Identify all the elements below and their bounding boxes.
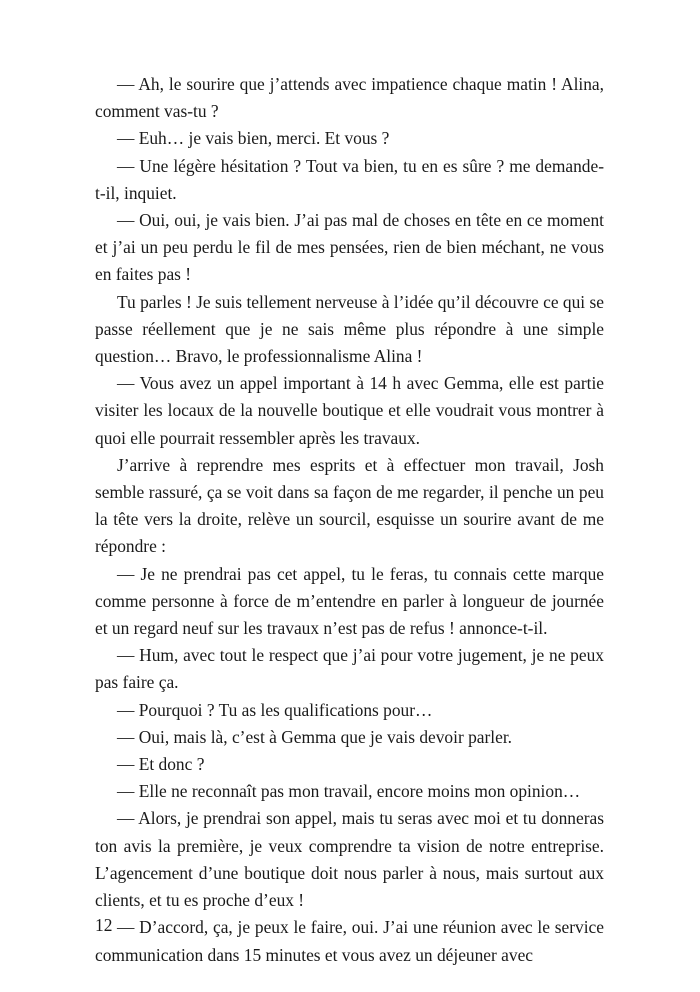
paragraph: — Elle ne reconnaît pas mon travail, encore moins mon opinion… bbox=[117, 781, 581, 802]
paragraph: Tu parles ! Je suis tellement nerveuse à l’idée qu’il découvre ce qui se passe réellement que je ne sais même plus répondre à une simple question… Bravo, le professionnalisme Alina ! bbox=[95, 291, 604, 367]
paragraph: — Hum, avec tout le respect que j’ai pour votre jugement, je ne peux pas faire ça. bbox=[95, 645, 604, 693]
paragraph: — Oui, oui, je vais bien. J’ai pas mal de choses en tête en ce moment et j’ai un peu perdu le fil de mes pensées, rien de bien méchant, ne vous en faites pas ! bbox=[95, 210, 604, 285]
paragraph: — Une légère hésitation ? Tout va bien, tu en es sûre ? me demande-t-il, inquiet. bbox=[95, 155, 604, 203]
paragraph: — Pourquoi ? Tu as les qualifications pour… bbox=[117, 699, 433, 720]
paragraph: — D’accord, ça, je peux le faire, oui. J’ai une réunion avec le service communication dans 15 minutes et vous avez un déjeuner avec bbox=[95, 917, 604, 965]
page-body bbox=[95, 71, 604, 969]
paragraph: J’arrive à reprendre mes esprits et à effectuer mon travail, Josh semble rassuré, ça se voit dans sa façon de me regarder, il penche un peu la tête vers la droite, relève un sourcil, esquisse un sourire avant de me répondre : bbox=[95, 454, 604, 557]
paragraph: — Et donc ? bbox=[117, 754, 205, 775]
page-number: 12 bbox=[95, 915, 113, 935]
paragraph: — Oui, mais là, c’est à Gemma que je vais devoir parler. bbox=[117, 726, 513, 747]
paragraph: — Vous avez un appel important à 14 h avec Gemma, elle est partie visiter les locaux de la nouvelle boutique et elle voudrait vous montrer à quoi elle pourrait ressembler après les travaux. bbox=[95, 373, 604, 448]
paragraph: — Ah, le sourire que j’attends avec impatience chaque matin ! Alina, comment vas-tu ? bbox=[95, 74, 604, 122]
paragraph: — Je ne prendrai pas cet appel, tu le feras, tu connais cette marque comme personne à force de m’entendre en parler à longueur de journée et un regard neuf sur les travaux n’est pas de refus ! annonce-t-il. bbox=[95, 563, 604, 639]
paragraph: — Alors, je prendrai son appel, mais tu seras avec moi et tu donneras ton avis la première, je veux comprendre ta vision de notre entreprise. L’agencement d’une boutique doit nous parler à nous, mais surtout aux clients, et tu es proche d’eux ! bbox=[95, 808, 604, 911]
paragraph: — Euh… je vais bien, merci. Et vous ? bbox=[117, 128, 390, 149]
